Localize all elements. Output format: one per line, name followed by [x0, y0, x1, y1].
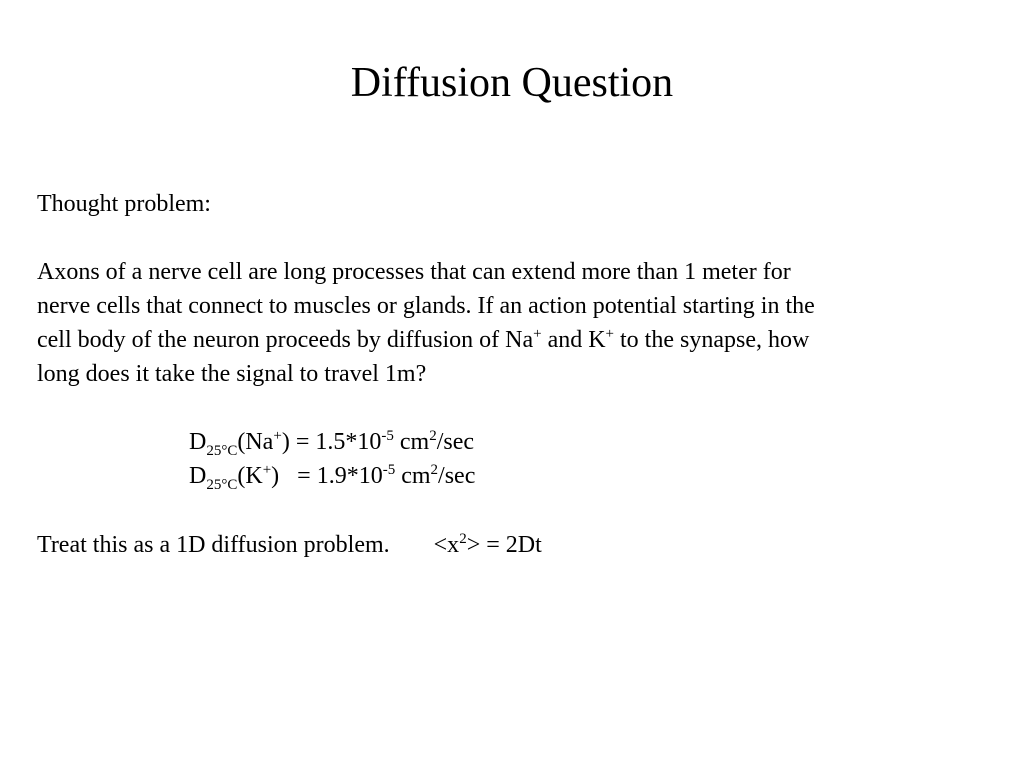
- thought-problem-label: Thought problem:: [37, 191, 211, 217]
- potassium-charge: +: [262, 462, 272, 478]
- diffusion-instruction: Treat this as a 1D diffusion problem.: [37, 532, 390, 558]
- potassium-diffusion-value: = 1.9*10: [279, 463, 383, 489]
- species-close-paren: ): [281, 429, 290, 455]
- diffusion-symbol: D: [189, 463, 207, 489]
- sodium-diffusion-value: = 1.5*10: [289, 429, 382, 455]
- sodium-species: (Na: [237, 429, 274, 455]
- paragraph-line-3-end: to the synapse, how: [614, 327, 810, 353]
- potassium-value-exponent: -5: [382, 462, 396, 478]
- sodium-charge: +: [273, 428, 282, 444]
- sodium-charge-superscript: +: [533, 326, 542, 342]
- paragraph-line-2: nerve cells that connect to muscles or glands. If an action potential starting in the: [37, 293, 815, 319]
- potassium-species: (K: [237, 463, 263, 489]
- formula-end: > = 2Dt: [466, 532, 542, 558]
- paragraph-line-3: [37, 323, 987, 357]
- temperature-subscript: 25°C: [206, 477, 238, 493]
- sodium-unit: cm: [393, 429, 430, 455]
- slide-title: Diffusion Question: [350, 60, 674, 106]
- diffusion-symbol: D: [189, 429, 207, 455]
- paragraph-line-4: long does it take the signal to travel 1m?: [37, 361, 427, 387]
- potassium-diffusion-equation: [189, 459, 1024, 493]
- paragraph-line-1: Axons of a nerve cell are long processes that can extend more than 1 meter for: [37, 259, 791, 285]
- closing-line: [37, 528, 987, 562]
- paragraph-line-3-middle: and K: [541, 327, 606, 353]
- potassium-unit-end: /sec: [438, 463, 476, 489]
- sodium-value-exponent: -5: [381, 428, 394, 444]
- sodium-unit-exponent: 2: [429, 428, 437, 444]
- formula-start: <x: [433, 532, 460, 558]
- formula-exponent: 2: [459, 531, 467, 547]
- paragraph-line-3-start: cell body of the neuron proceeds by diffusion of Na: [37, 327, 534, 353]
- sodium-unit-end: /sec: [436, 429, 474, 455]
- temperature-subscript: 25°C: [206, 443, 238, 459]
- potassium-unit-exponent: 2: [430, 462, 439, 478]
- potassium-unit: cm: [395, 463, 431, 489]
- sodium-diffusion-equation: [189, 425, 1024, 459]
- potassium-charge-superscript: +: [605, 326, 615, 342]
- species-close-paren: ): [271, 463, 280, 489]
